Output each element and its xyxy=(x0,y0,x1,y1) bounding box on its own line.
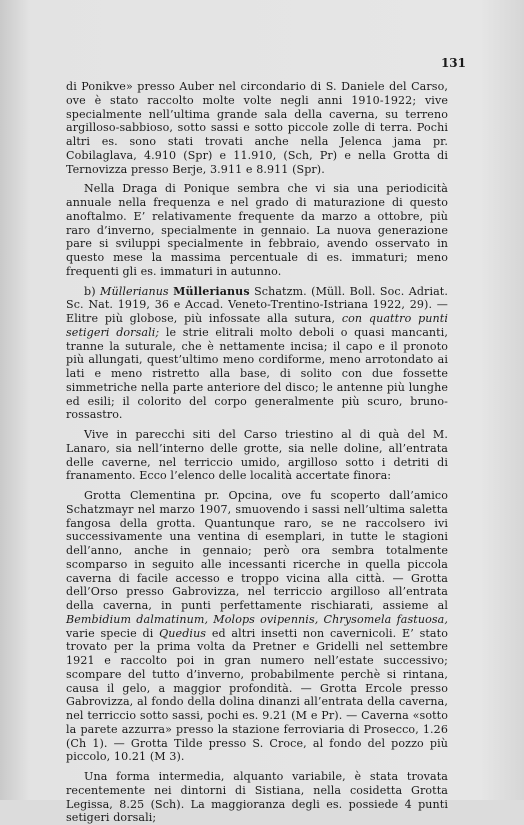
paragraph-4: Vive in parecchi siti del Carso triestino al di quà del M. Lanaro, sia nell’interno delle grotte, sia nelle doline, all’entrata delle caverne, nel terriccio umido, argilloso sotto i detriti di franamento. Ecco l’elenco delle località accertate finora: xyxy=(66,428,448,483)
page-number: 131 xyxy=(440,56,466,70)
paragraph-5-text-b: varie specie di xyxy=(66,626,160,640)
paragraph-6: Una forma intermedia, alquanto variabile, è stata trovata recentemente nei dintorni di Sistiana, nella cosidetta Grotta Legissa, 8.25 (Sch). La maggioranza degli es. possiede 4 punti setigeri dorsali; xyxy=(66,770,448,825)
paragraph-5-text-a: Grotta Clementina pr. Opcina, ove fu scoperto dall’amico Schatzmayr nel marzo 1907, smuovendo i sassi nell’ultima saletta fangosa della grotta. Quantunque raro, se ne raccolsero ivi successivamente una ventina di esemplari, in tutte le stagioni dell’anno, anche in gennaio; però ora sembra totalmente scomparso in seguito alle incessanti ricerche in quella piccola caverna di facile accesso e troppo vicina alla città. — Grotta dell’Orso presso Gabrovizza, nel terriccio argilloso all’entrata della caverna, in punti perfettamente rischiarati, assieme al xyxy=(66,489,448,612)
paragraph-1: di Ponikve» presso Auber nel circondario di S. Daniele del Carso, ove è stato raccolto molte volte negli anni 1910-1922; vive specialmente nell’ultima grande sala della caverna, su terreno argilloso-sabbioso, sotto sassi e sotto piccole zolle di terra. Pochi altri es. sono stati trovati anche nella Jelenca jama pr. Cobilaglava, 4.910 (Spr) e 11.910, (Sch, Pr) e nella Grotta di Ternovizza presso Berje, 3.911 e 8.911 (Spr). xyxy=(66,80,448,176)
paragraph-3-text-b: le strie elitrali molto deboli o quasi mancanti, tranne la suturale, che è nettamente incisa; il capo e il pronoto più allungati, quest’ultimo meno cordiforme, meno arrotondato ai lati e meno ristretto alla base, di solito con due fossette simmetriche nella parte anteriore del disco; le antenne più lunghe ed esili; il colorito del corpo generalmente più scuro, bruno-rossastro. xyxy=(66,325,448,422)
paragraph-3-italic-a: con quattro punti setigeri dorsali; xyxy=(66,312,448,339)
body-text xyxy=(66,80,448,825)
paragraph-5 xyxy=(66,489,448,764)
paragraph-5-italic-b: Quedius xyxy=(159,626,207,640)
paragraph-2: Nella Draga di Ponique sembra che vi sia una periodicità annuale nella frequenza e nel grado di maturazione di questo anoftalmo. E’ relativamente frequente da marzo a ottobre, più raro d’inverno, specialmente in gennaio. La nuova generazione pare si sviluppi specialmente in febbraio, avendo osservato in questo mese la massima percentuale di es. immaturi; meno frequenti gli es. immaturi in autunno. xyxy=(66,182,448,278)
paragraph-3 xyxy=(66,285,448,423)
paragraph-5-italic-a: Bembidium dalmatinum, Molops ovipennis, Chrysomela fastuosa, xyxy=(66,612,448,626)
paragraph-3-text-a: Schatzm. (Müll. Boll. Soc. Adriat. Sc. Nat. 1919, 36 e Accad. Veneto-Trentino-Istriana 1922, 29). — Elitre più globose, più infossate alla sutura, xyxy=(66,284,448,325)
paragraph-3-lead: b) xyxy=(84,284,101,298)
taxon-italic: Müllerianus xyxy=(100,284,169,298)
paragraph-5-text-c: ed altri insetti non cavernicoli. E’ stato trovato per la prima volta da Pretner e Gridelli nel settembre 1921 e raccolto poi in gran numero nell’estate successivo; scompare del tutto d’inverno, probabilmente perchè si rintana, causa il gelo, a maggior profondità. — Grotta Ercole presso Gabrovizza, al fondo della dolina dinanzi all’entrata della caverna, nel terriccio sotto sassi, pochi es. 9.21 (M e Pr). — Caverna «sotto la parete azzurra» presso la stazione ferroviaria di Prosecco, 1.26 (Ch 1). — Grotta Tilde presso S. Croce, al fondo del pozzo più piccolo, 10.21 (M 3). xyxy=(66,626,448,764)
taxon-bold: Müllerianus xyxy=(173,284,250,298)
